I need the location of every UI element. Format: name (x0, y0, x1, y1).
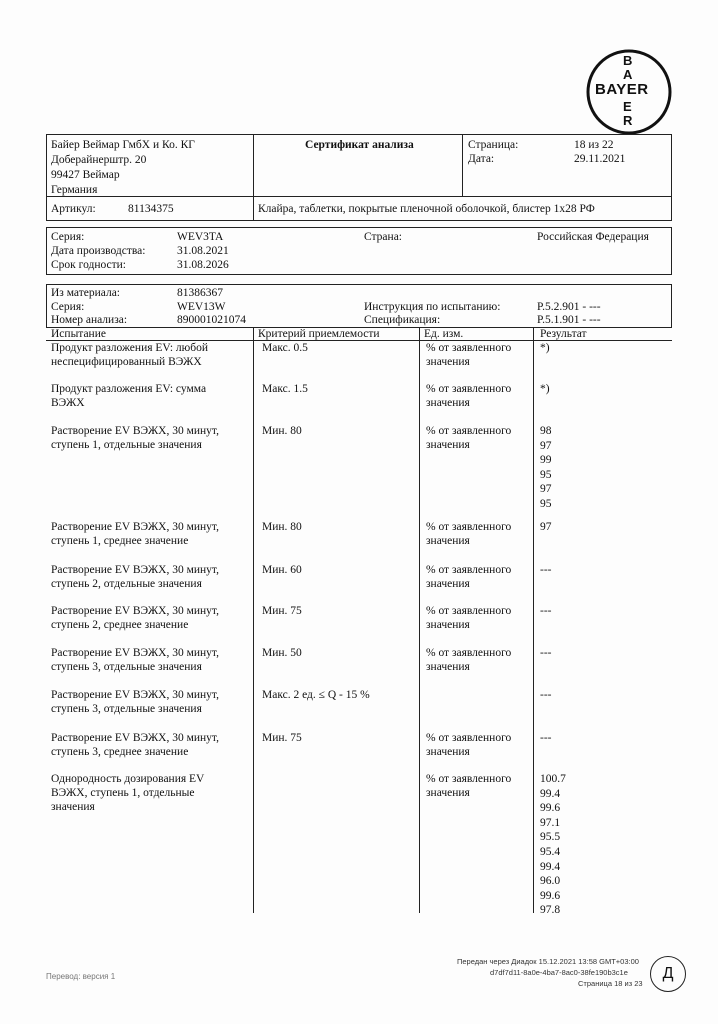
diadoc-transmitted: Передан через Диадок 15.12.2021 13:58 GMT+03:00 (457, 957, 639, 966)
row-test: Растворение EV ВЭЖХ, 30 минут, ступень 3, отдельные значения (51, 647, 219, 673)
row-results: 98 97 99 95 97 95 (540, 425, 552, 510)
bayer-logo (585, 48, 673, 136)
article-value: 81134375 (128, 203, 174, 215)
diadoc-stamp-glyph: Д (662, 965, 674, 982)
date-label: Дата: (468, 153, 495, 165)
table-header-test: Испытание (51, 328, 106, 340)
row-results: *) (540, 383, 550, 395)
row-test: Растворение EV ВЭЖХ, 30 минут, ступень 2, среднее значение (51, 605, 219, 631)
row-results: --- (540, 689, 552, 701)
material-from-value: 81386367 (177, 287, 223, 299)
row-criterion: Мин. 75 (262, 732, 302, 744)
series-value: WEV3TA (177, 231, 224, 243)
country-value: Российская Федерация (537, 231, 649, 243)
row-unit: % от заявленного значения (426, 773, 512, 799)
page-value: 18 из 22 (574, 139, 614, 151)
row-test: Растворение EV ВЭЖХ, 30 минут, ступень 3, среднее значение (51, 732, 219, 758)
table-header-criterion: Критерий приемлемости (258, 328, 380, 340)
row-test: Растворение EV ВЭЖХ, 30 минут, ступень 2, отдельные значения (51, 564, 219, 590)
instruction-label: Инструкция по испытанию: (364, 301, 501, 313)
row-test: Продукт разложения EV: любой неспецифицированный ВЭЖХ (51, 342, 209, 368)
row-test: Продукт разложения EV: сумма ВЭЖХ (51, 383, 207, 409)
row-unit: % от заявленного значения (426, 521, 512, 547)
translation-version: Перевод: версия 1 (46, 972, 116, 981)
instruction-value: P.5.2.901 - --- (537, 301, 601, 313)
row-test: Однородность дозирования EV ВЭЖХ, ступень 1, отдельные значения (51, 773, 205, 813)
analysis-number-value: 890001021074 (177, 314, 246, 326)
production-date-label: Дата производства: (51, 245, 146, 257)
logo-word-bayer: BAYER (595, 81, 649, 98)
diadoc-page: Страница 18 из 23 (578, 979, 643, 988)
row-results: --- (540, 564, 552, 576)
specification-label: Спецификация: (364, 314, 441, 326)
row-test: Растворение EV ВЭЖХ, 30 минут, ступень 1, среднее значение (51, 521, 219, 547)
table-header-unit: Ед. изм. (424, 328, 464, 340)
row-unit: % от заявленного значения (426, 425, 512, 451)
country-label: Страна: (364, 231, 402, 243)
specification-value: P.5.1.901 - --- (537, 314, 601, 326)
row-unit: % от заявленного значения (426, 564, 512, 590)
expiry-date-value: 31.08.2026 (177, 259, 229, 271)
date-value: 29.11.2021 (574, 153, 626, 165)
row-unit: % от заявленного значения (426, 383, 512, 409)
logo-letter-e: E (623, 99, 632, 114)
article-label: Артикул: (51, 203, 96, 215)
row-results: --- (540, 605, 552, 617)
company-country: Германия (51, 184, 98, 196)
row-criterion: Мин. 60 (262, 564, 302, 576)
material-series-value: WEV13W (177, 301, 226, 313)
row-criterion: Мин. 80 (262, 425, 302, 437)
row-criterion: Макс. 2 ед. ≤ Q - 15 % (262, 689, 370, 701)
row-criterion: Макс. 0.5 (262, 342, 308, 354)
row-results: --- (540, 647, 552, 659)
row-criterion: Мин. 80 (262, 521, 302, 533)
row-unit: % от заявленного значения (426, 732, 512, 758)
row-criterion: Макс. 1.5 (262, 383, 308, 395)
page-title: Сертификат анализа (305, 139, 414, 151)
logo-letter-a: A (623, 67, 633, 82)
row-criterion: Мин. 75 (262, 605, 302, 617)
row-results: 97 (540, 521, 552, 533)
company-street: Доберайнерштр. 20 (51, 154, 147, 166)
row-unit: % от заявленного значения (426, 342, 512, 368)
row-results: *) (540, 342, 550, 354)
diadoc-stamp-icon (650, 956, 686, 992)
diadoc-document-id: d7df7d11-8a0e-4ba7-8ac0-38fe190b3c1e (490, 968, 628, 977)
material-from-label: Из материала: (51, 287, 121, 299)
page-label: Страница: (468, 139, 519, 151)
row-criterion: Мин. 50 (262, 647, 302, 659)
production-date-value: 31.08.2021 (177, 245, 229, 257)
series-label: Серия: (51, 231, 85, 243)
logo-letter-b: B (623, 53, 633, 68)
material-series-label: Серия: (51, 301, 85, 313)
row-unit: % от заявленного значения (426, 605, 512, 631)
expiry-date-label: Срок годности: (51, 259, 127, 271)
row-test: Растворение EV ВЭЖХ, 30 минут, ступень 1, отдельные значения (51, 425, 219, 451)
product-description: Клайра, таблетки, покрытые пленочной оболочкой, блистер 1х28 РФ (258, 203, 595, 215)
company-name: Байер Веймар ГмбХ и Ко. КГ (51, 139, 195, 151)
analysis-number-label: Номер анализа: (51, 314, 128, 326)
logo-letter-r: R (623, 113, 633, 128)
row-test: Растворение EV ВЭЖХ, 30 минут, ступень 3, отдельные значения (51, 689, 219, 715)
row-unit: % от заявленного значения (426, 647, 512, 673)
row-results: 100.7 99.4 99.6 97.1 95.5 95.4 99.4 96.0 99.6 97.8 (540, 773, 566, 917)
table-header-result: Результат (540, 328, 587, 340)
row-results: --- (540, 732, 552, 744)
company-city: 99427 Веймар (51, 169, 120, 181)
